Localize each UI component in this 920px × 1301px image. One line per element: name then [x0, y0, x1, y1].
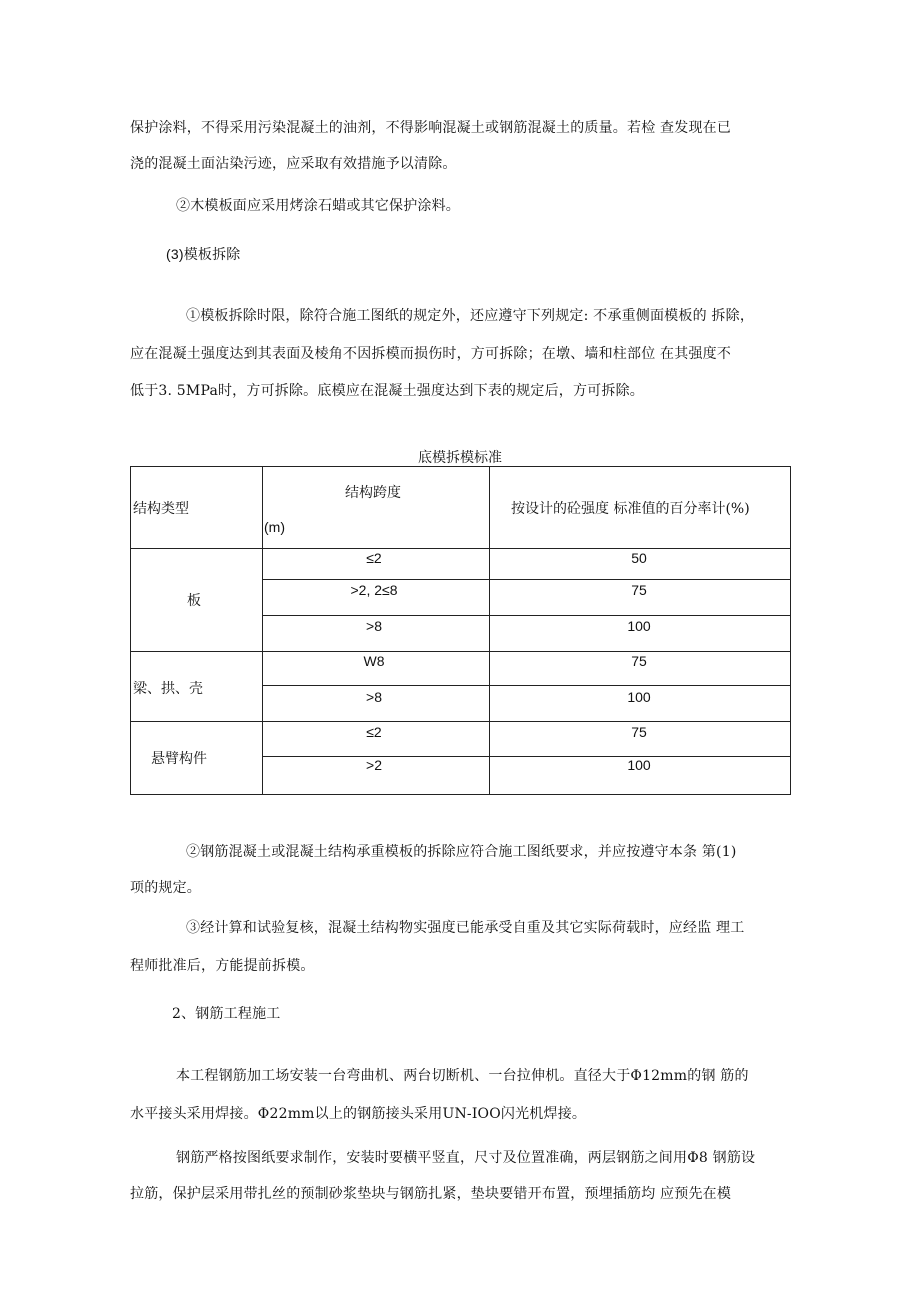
percent-cell: 75: [631, 724, 647, 740]
header-strength-percent: 按设计的砼强度 标准值的百分率计(%): [511, 501, 750, 517]
paragraph-line: 本工程钢筋加工场安装一台弯曲机、两台切断机、一台拉伸机。直径大于Φ12mm的钢 筋的: [176, 1068, 749, 1084]
paragraph-line: 程师批准后，方能提前拆模。: [130, 958, 315, 974]
group-label-beam: 梁、拱、壳: [133, 681, 203, 697]
paragraph-line: 钢筋严格按图纸要求制作，安装时要横平竖直，尺寸及位置准确，两层钢筋之间用Φ8 钢筋设: [176, 1150, 756, 1166]
percent-cell: 50: [631, 550, 647, 566]
header-span: 结构跨度: [345, 485, 401, 501]
span-cell: >2: [366, 757, 382, 773]
span-cell: W8: [363, 653, 385, 669]
span-cell: >8: [366, 689, 382, 705]
paragraph-line: ①模板拆除时限，除符合施工图纸的规定外，还应遵守下列规定: 不承重侧面模板的 拆除，: [186, 308, 755, 324]
percent-cell: 100: [627, 618, 651, 634]
group-label-cantilever: 悬臂构件: [151, 751, 207, 767]
group-label-slab: 板: [187, 593, 201, 609]
percent-cell: 100: [627, 757, 651, 773]
paragraph-line: 项的规定。: [130, 880, 201, 896]
table-title: 底模拆模标准: [418, 450, 502, 466]
section-heading: 2、钢筋工程施工: [172, 1006, 281, 1022]
span-cell: >2, 2≤8: [350, 582, 398, 598]
demolding-table: [130, 466, 791, 795]
header-structure-type: 结构类型: [133, 501, 189, 517]
paragraph-line: ②木模板面应采用烤涂石蜡或其它保护涂料。: [176, 198, 460, 214]
paragraph-line: ③经计算和试验复核，混凝土结构物实强度已能承受自重及其它实际荷载时，应经监 理工: [186, 920, 745, 936]
percent-cell: 75: [631, 582, 647, 598]
paragraph-line: 低于3. 5MPa时，方可拆除。底模应在混凝土强度达到下表的规定后，方可拆除。: [130, 383, 644, 399]
paragraph-line: 水平接头采用焊接。Φ22mm以上的钢筋接头采用UN-IOO闪光机焊接。: [130, 1106, 587, 1122]
percent-cell: 75: [631, 653, 647, 669]
span-cell: ≤2: [366, 550, 382, 566]
paragraph-line: ②钢筋混凝土或混凝土结构承重模板的拆除应符合施工图纸要求，并应按遵守本条 第(1): [186, 844, 737, 860]
span-cell: >8: [366, 618, 382, 634]
paragraph-line: 拉筋，保护层采用带扎丝的预制砂浆垫块与钢筋扎紧，垫块要错开布置，预埋插筋均 应预先在模: [130, 1186, 732, 1202]
section-heading: (3)模板拆除: [166, 246, 241, 262]
paragraph-line: 应在混凝土强度达到其表面及棱角不因拆模而损伤时，方可拆除；在墩、墙和柱部位 在其强度不: [130, 346, 732, 362]
header-span-unit: (m): [264, 519, 285, 535]
paragraph-line: 保护涂料，不得采用污染混凝土的油剂，不得影响混凝土或钢筋混凝土的质量。若检 查发现在已: [130, 120, 732, 136]
span-cell: ≤2: [366, 724, 382, 740]
percent-cell: 100: [627, 689, 651, 705]
paragraph-line: 浇的混凝土面沾染污迹，应采取有效措施予以清除。: [130, 156, 457, 172]
